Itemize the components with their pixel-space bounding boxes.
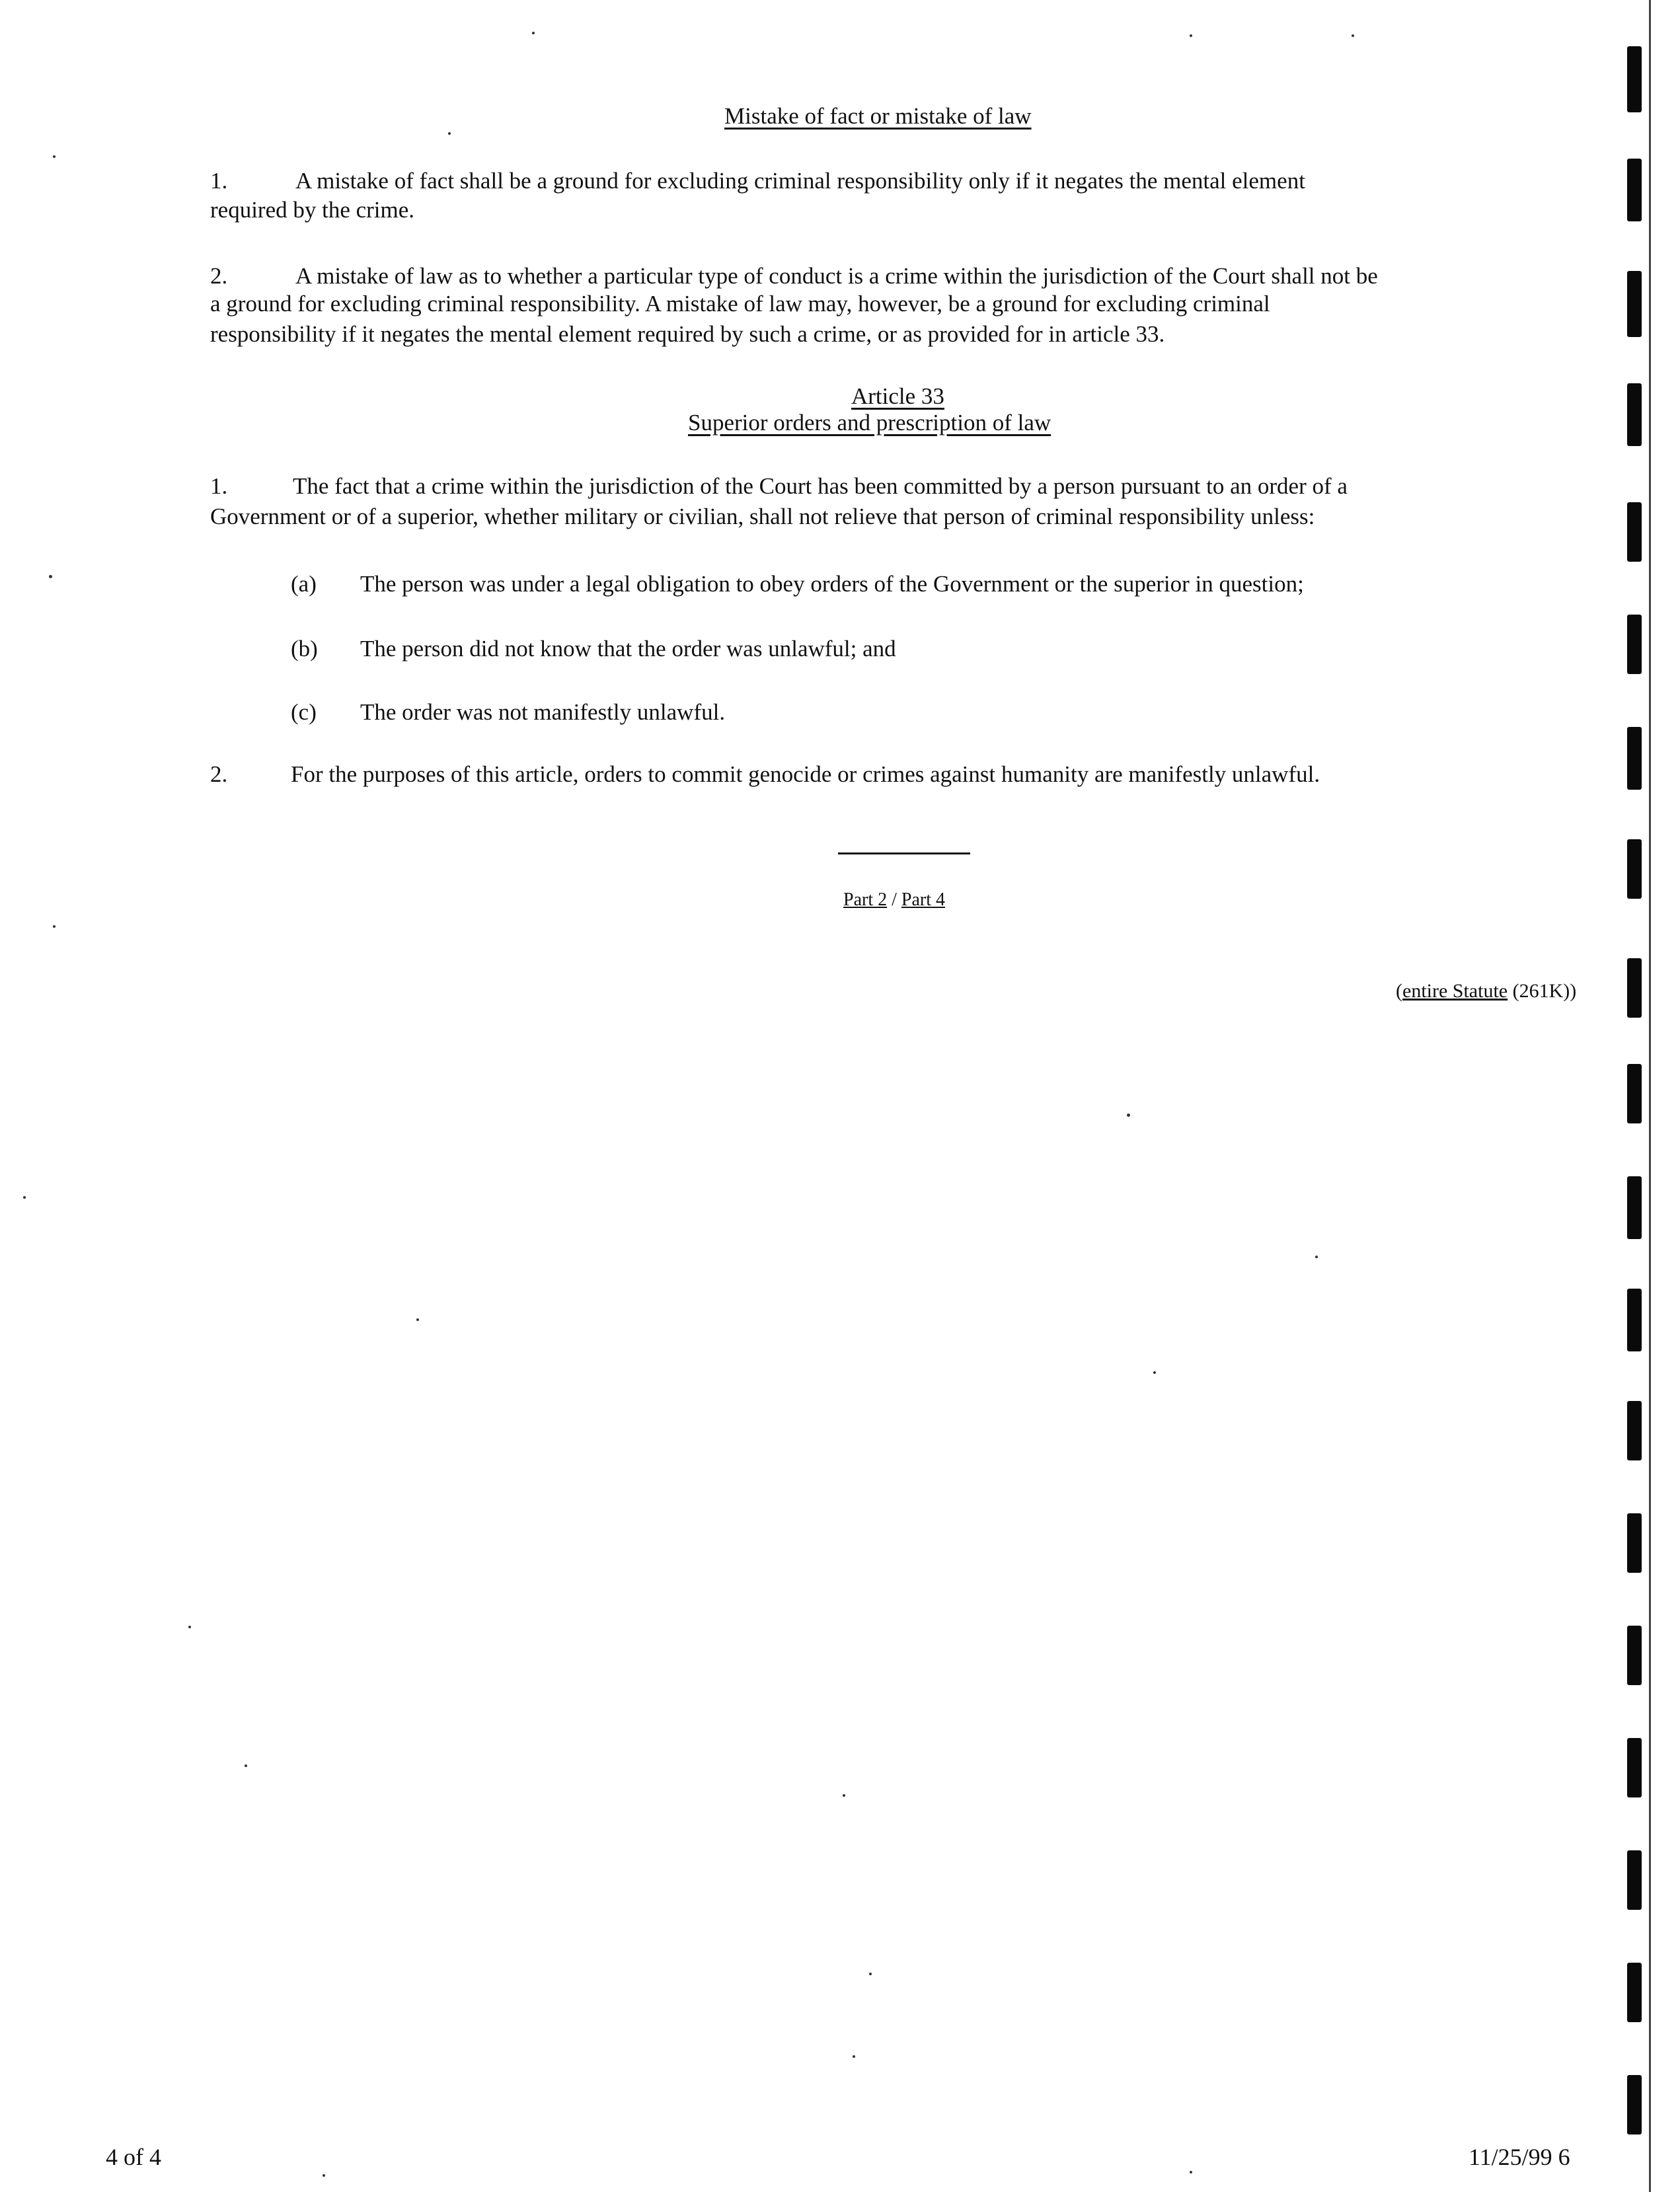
scan-speck — [1190, 2171, 1192, 2173]
scan-speck — [23, 1196, 26, 1199]
page-count: 4 of 4 — [106, 2144, 161, 2170]
scan-speck — [1190, 34, 1192, 37]
scan-mark — [1627, 46, 1642, 112]
separator-rule — [838, 852, 970, 854]
scan-mark — [1627, 502, 1642, 562]
scan-speck — [1352, 34, 1354, 37]
part-nav — [843, 886, 945, 915]
scan-speck — [53, 925, 56, 928]
scan-mark — [1627, 615, 1642, 674]
nav-separator: / — [892, 889, 897, 910]
paragraph-text: required by the crime. — [210, 197, 415, 223]
paragraph-text: The fact that a crime within the jurisdiction of the Court has been committed by a person pursuant to an order of a — [293, 473, 1348, 499]
paragraph-text: A mistake of fact shall be a ground for excluding criminal responsibility only if it negates the mental element — [295, 168, 1305, 194]
scan-mark — [1627, 1626, 1642, 1685]
scan-speck — [448, 132, 451, 135]
scan-mark — [1627, 2075, 1642, 2135]
paragraph-number: 2. — [210, 263, 228, 289]
item-text: The person did not know that the order was unlawful; and — [360, 636, 896, 661]
scan-mark — [1627, 958, 1642, 1018]
paragraph-number: 1. — [210, 473, 228, 499]
statute-open-paren: ( — [1396, 980, 1402, 1002]
scan-speck — [323, 2174, 325, 2177]
scan-speck — [245, 1764, 247, 1767]
scan-mark — [1627, 1738, 1642, 1797]
scan-mark — [1627, 1850, 1642, 1910]
statute-link-line — [1396, 977, 1576, 1006]
scan-speck — [532, 32, 535, 34]
paragraph-text: a ground for excluding criminal responsibility. A mistake of law may, however, be a ground for excluding criminal — [210, 291, 1270, 317]
statute-size: (261K)) — [1508, 980, 1577, 1002]
item-label: (b) — [291, 636, 318, 661]
scan-mark — [1627, 727, 1642, 790]
item-label: (c) — [291, 699, 317, 725]
scan-mark — [1627, 1289, 1642, 1351]
scan-mark — [1627, 1513, 1642, 1573]
scan-mark — [1627, 383, 1642, 446]
paragraph-number: 2. — [210, 761, 228, 787]
item-text: The person was under a legal obligation to obey orders of the Government or the superior in question; — [360, 571, 1304, 597]
scan-speck — [188, 1626, 191, 1628]
scan-speck — [869, 1973, 872, 1975]
paragraph-text: Government or of a superior, whether military or civilian, shall not relieve that person of criminal responsibility unless: — [210, 504, 1315, 529]
scan-mark — [1627, 159, 1642, 221]
paragraph-text: A mistake of law as to whether a particular type of conduct is a crime within the jurisdiction of the Court shall not be — [295, 263, 1378, 289]
article-title: Superior orders and prescription of law — [688, 410, 1051, 435]
scan-mark — [1627, 1963, 1642, 2022]
scan-speck — [49, 575, 52, 578]
scan-mark — [1627, 1176, 1642, 1239]
item-label: (a) — [291, 571, 317, 597]
scan-speck — [853, 2055, 855, 2058]
scan-speck — [843, 1794, 845, 1797]
scan-mark — [1627, 1064, 1642, 1123]
item-text: The order was not manifestly unlawful. — [360, 699, 726, 725]
scan-mark — [1627, 839, 1642, 899]
paragraph-number: 1. — [210, 168, 228, 194]
scan-speck — [1153, 1371, 1156, 1374]
scan-speck — [1315, 1256, 1318, 1258]
print-date: 11/25/99 6 — [1469, 2144, 1570, 2170]
scan-mark — [1627, 1401, 1642, 1460]
section-heading: Mistake of fact or mistake of law — [724, 103, 1032, 129]
scan-edge-line — [1649, 0, 1651, 2192]
paragraph-text: For the purposes of this article, orders to commit genocide or crimes against humanity are manifestly unlawful. — [291, 761, 1320, 787]
part2-link[interactable]: Part 2 — [843, 889, 888, 910]
scan-speck — [1127, 1114, 1130, 1117]
part4-link[interactable]: Part 4 — [901, 889, 945, 910]
entire-statute-link[interactable]: entire Statute — [1402, 980, 1508, 1002]
scan-mark — [1627, 271, 1642, 337]
article-label: Article 33 — [851, 383, 944, 409]
scan-speck — [53, 155, 56, 158]
paragraph-text: responsibility if it negates the mental element required by such a crime, or as provided for in article 33. — [210, 321, 1165, 347]
scan-speck — [416, 1318, 419, 1321]
